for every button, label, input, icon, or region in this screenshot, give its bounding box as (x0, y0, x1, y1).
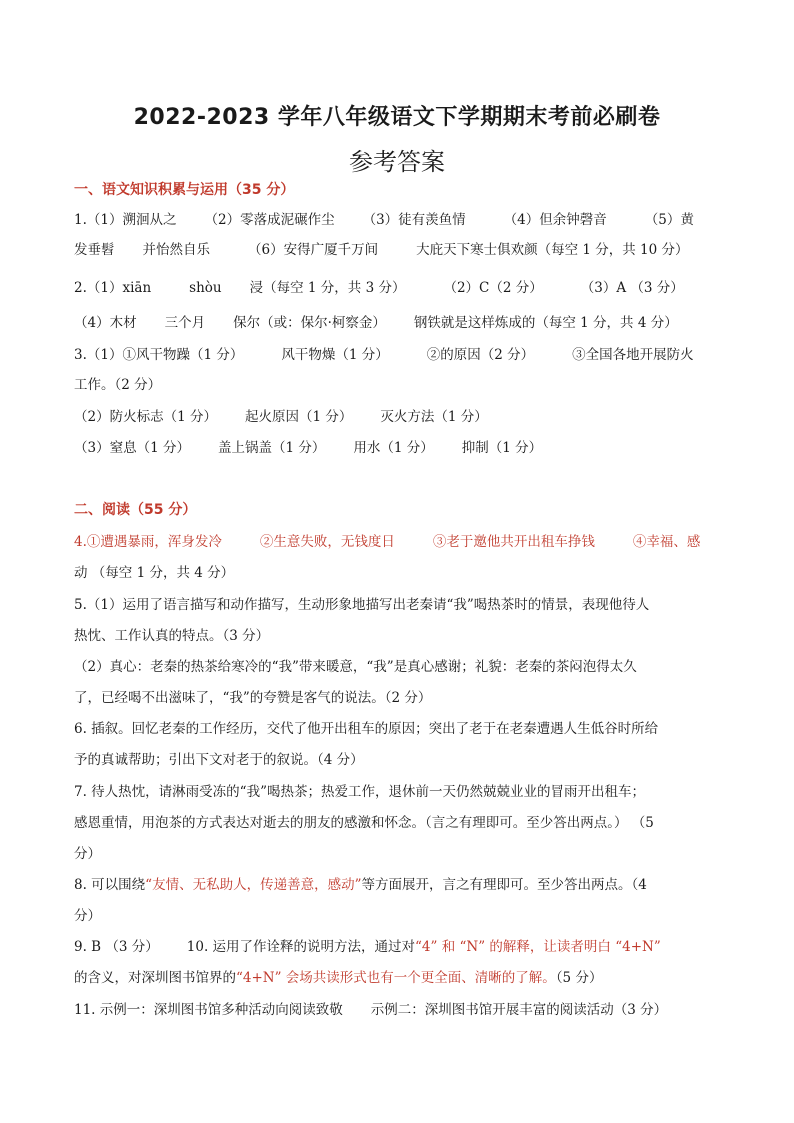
q9: 9. B （3 分） (74, 939, 159, 955)
q7-line-2: 感恩重情，用泡茶的方式表达对逝去的朋友的感激和怀念。（言之有理即可。至少答出两点。） （5 (74, 815, 654, 831)
q9-10-line-1 (74, 938, 724, 956)
q1-line-2 (74, 241, 724, 259)
q3-line-3 (74, 408, 724, 426)
q1-1: 1.（1）溯洄从之 (74, 212, 177, 228)
q8-line-2: 分） (74, 908, 101, 924)
q4-2: ②生意失败，无钱度日 (259, 534, 395, 550)
q3-2-b: 起火原因（1 分） (244, 409, 353, 425)
q2-1-b: shòu (189, 280, 222, 296)
q5-line-1: 5.（1）运用了语言描写和动作描写，生动形象地描写出老秦请“我”喝热茶时的情景，表现他待人 (74, 597, 650, 613)
q3-3-d: 抑制（1 分） (461, 440, 543, 456)
q10-c: 的含义，对深圳图书馆界的 (74, 970, 236, 986)
section-1-heading: 一、语文知识积累与运用（35 分） (74, 182, 295, 198)
q11-a: 11. 示例一：深圳图书馆多种活动向阅读致敬 (74, 1002, 343, 1018)
q2-line-1 (74, 279, 724, 297)
q8-b: “友情、无私助人，传递善意，感动” (145, 877, 362, 893)
q3-line-2: 工作。（2 分） (74, 377, 162, 393)
q2-1-a: 2.（1）xiān (74, 280, 152, 296)
q3-3-c: 用水（1 分） (353, 440, 434, 456)
q8-a: 8. 可以围绕 (74, 877, 146, 893)
document-title: 2022-2023 学年八年级语文下学期期末考前必刷卷 (133, 105, 661, 130)
q3-line-4 (74, 439, 724, 457)
q2-line-2 (74, 314, 724, 332)
q3-1-b: 风干物燥（1 分） (281, 347, 389, 363)
q1-6: （6）安得广厦千万间 (248, 242, 379, 258)
q1-line-1 (74, 211, 724, 229)
document-subtitle: 参考答案 (349, 148, 445, 176)
q8-line-1 (74, 876, 724, 894)
q7-line-3: 分） (74, 846, 101, 862)
q3-1-a: 3.（1）①风干物躁（1 分） (74, 347, 244, 363)
q2-2: （2）C（2 分） (443, 280, 543, 296)
q10-d: “4+N” 会场共读形式也有一个更全面、清晰的了解。 (236, 970, 556, 986)
q2-4-c: 保尔（或：保尔·柯察金） (233, 315, 386, 331)
q5-line-4: 了，已经喝不出滋味了，“我”的夸赞是客气的说法。（2 分） (74, 690, 432, 706)
q2-3: （3）A （3 分） (580, 280, 684, 296)
q1-2: （2）零落成泥碾作尘 (204, 212, 335, 228)
q10-e: （5 分） (555, 970, 603, 986)
q2-4-b: 三个月 (164, 315, 206, 331)
section-2-heading: 二、阅读（55 分） (74, 502, 197, 518)
q4-line-1 (74, 533, 724, 551)
q1-5-b: 并怡然自乐 (142, 242, 210, 258)
q5-line-3: （2）真心：老秦的热茶给寒冷的“我”带来暖意，“我”是真心感谢；礼貌：老秦的茶闷泡得太久 (74, 659, 637, 675)
q4-3: ③老于邀他共开出租车挣钱 (432, 534, 595, 550)
q10-a: 10. 运用了作诠释的说明方法，通过对 (186, 939, 416, 955)
q6-line-2: 予的真诚帮助；引出下文对老于的叙说。（4 分） (74, 752, 364, 768)
q1-6-b: 大庇天下寒士俱欢颜（每空 1 分，共 10 分） (416, 242, 689, 258)
q4-1: 4.①遭遇暴雨，浑身发冷 (74, 534, 222, 550)
q10-line-2 (74, 969, 724, 987)
q3-1-c: ②的原因（2 分） (426, 347, 535, 363)
q10-b: “4” 和 “N” 的解释，让读者明白 “4+N” (415, 939, 661, 955)
q5-line-2: 热忱、工作认真的特点。（3 分） (74, 628, 270, 644)
q1-5-cont: 发垂髫 (74, 242, 115, 258)
q7-line-1: 7. 待人热忱，请淋雨受冻的“我”喝热茶；热爱工作，退休前一天仍然兢兢业业的冒雨开出租车； (74, 784, 645, 800)
q1-4: （4）但余钟磬音 (503, 212, 607, 228)
q3-2-a: （2）防火标志（1 分） (74, 409, 217, 425)
q3-1-d: ③全国各地开展防火 (572, 347, 694, 363)
q2-1-c: 浸（每空 1 分，共 3 分） (249, 280, 406, 296)
q8-c: 等方面展开，言之有理即可。至少答出两点。（4 (361, 877, 647, 893)
q11-line-1 (74, 1001, 724, 1019)
q11-b: 示例二：深圳图书馆开展丰富的阅读活动（3 分） (370, 1002, 668, 1018)
q1-3: （3）徒有羡鱼情 (362, 212, 466, 228)
q2-4-a: （4）木材 (74, 315, 137, 331)
q4-4: ④幸福、感 (632, 534, 701, 550)
q3-line-1 (74, 346, 724, 364)
q3-3-a: （3）窒息（1 分） (74, 440, 190, 456)
q3-2-c: 灭火方法（1 分） (380, 409, 488, 425)
q3-3-b: 盖上锅盖（1 分） (217, 440, 326, 456)
q6-line-1: 6. 插叙。回忆老秦的工作经历，交代了他开出租车的原因；突出了老于在老秦遭遇人生低谷时所给 (74, 721, 659, 737)
q1-5: （5）黄 (644, 212, 694, 228)
q2-4-d: 钢铁就是这样炼成的（每空 1 分，共 4 分） (413, 315, 678, 331)
q4-line-2: 动 （每空 1 分，共 4 分） (74, 565, 235, 581)
